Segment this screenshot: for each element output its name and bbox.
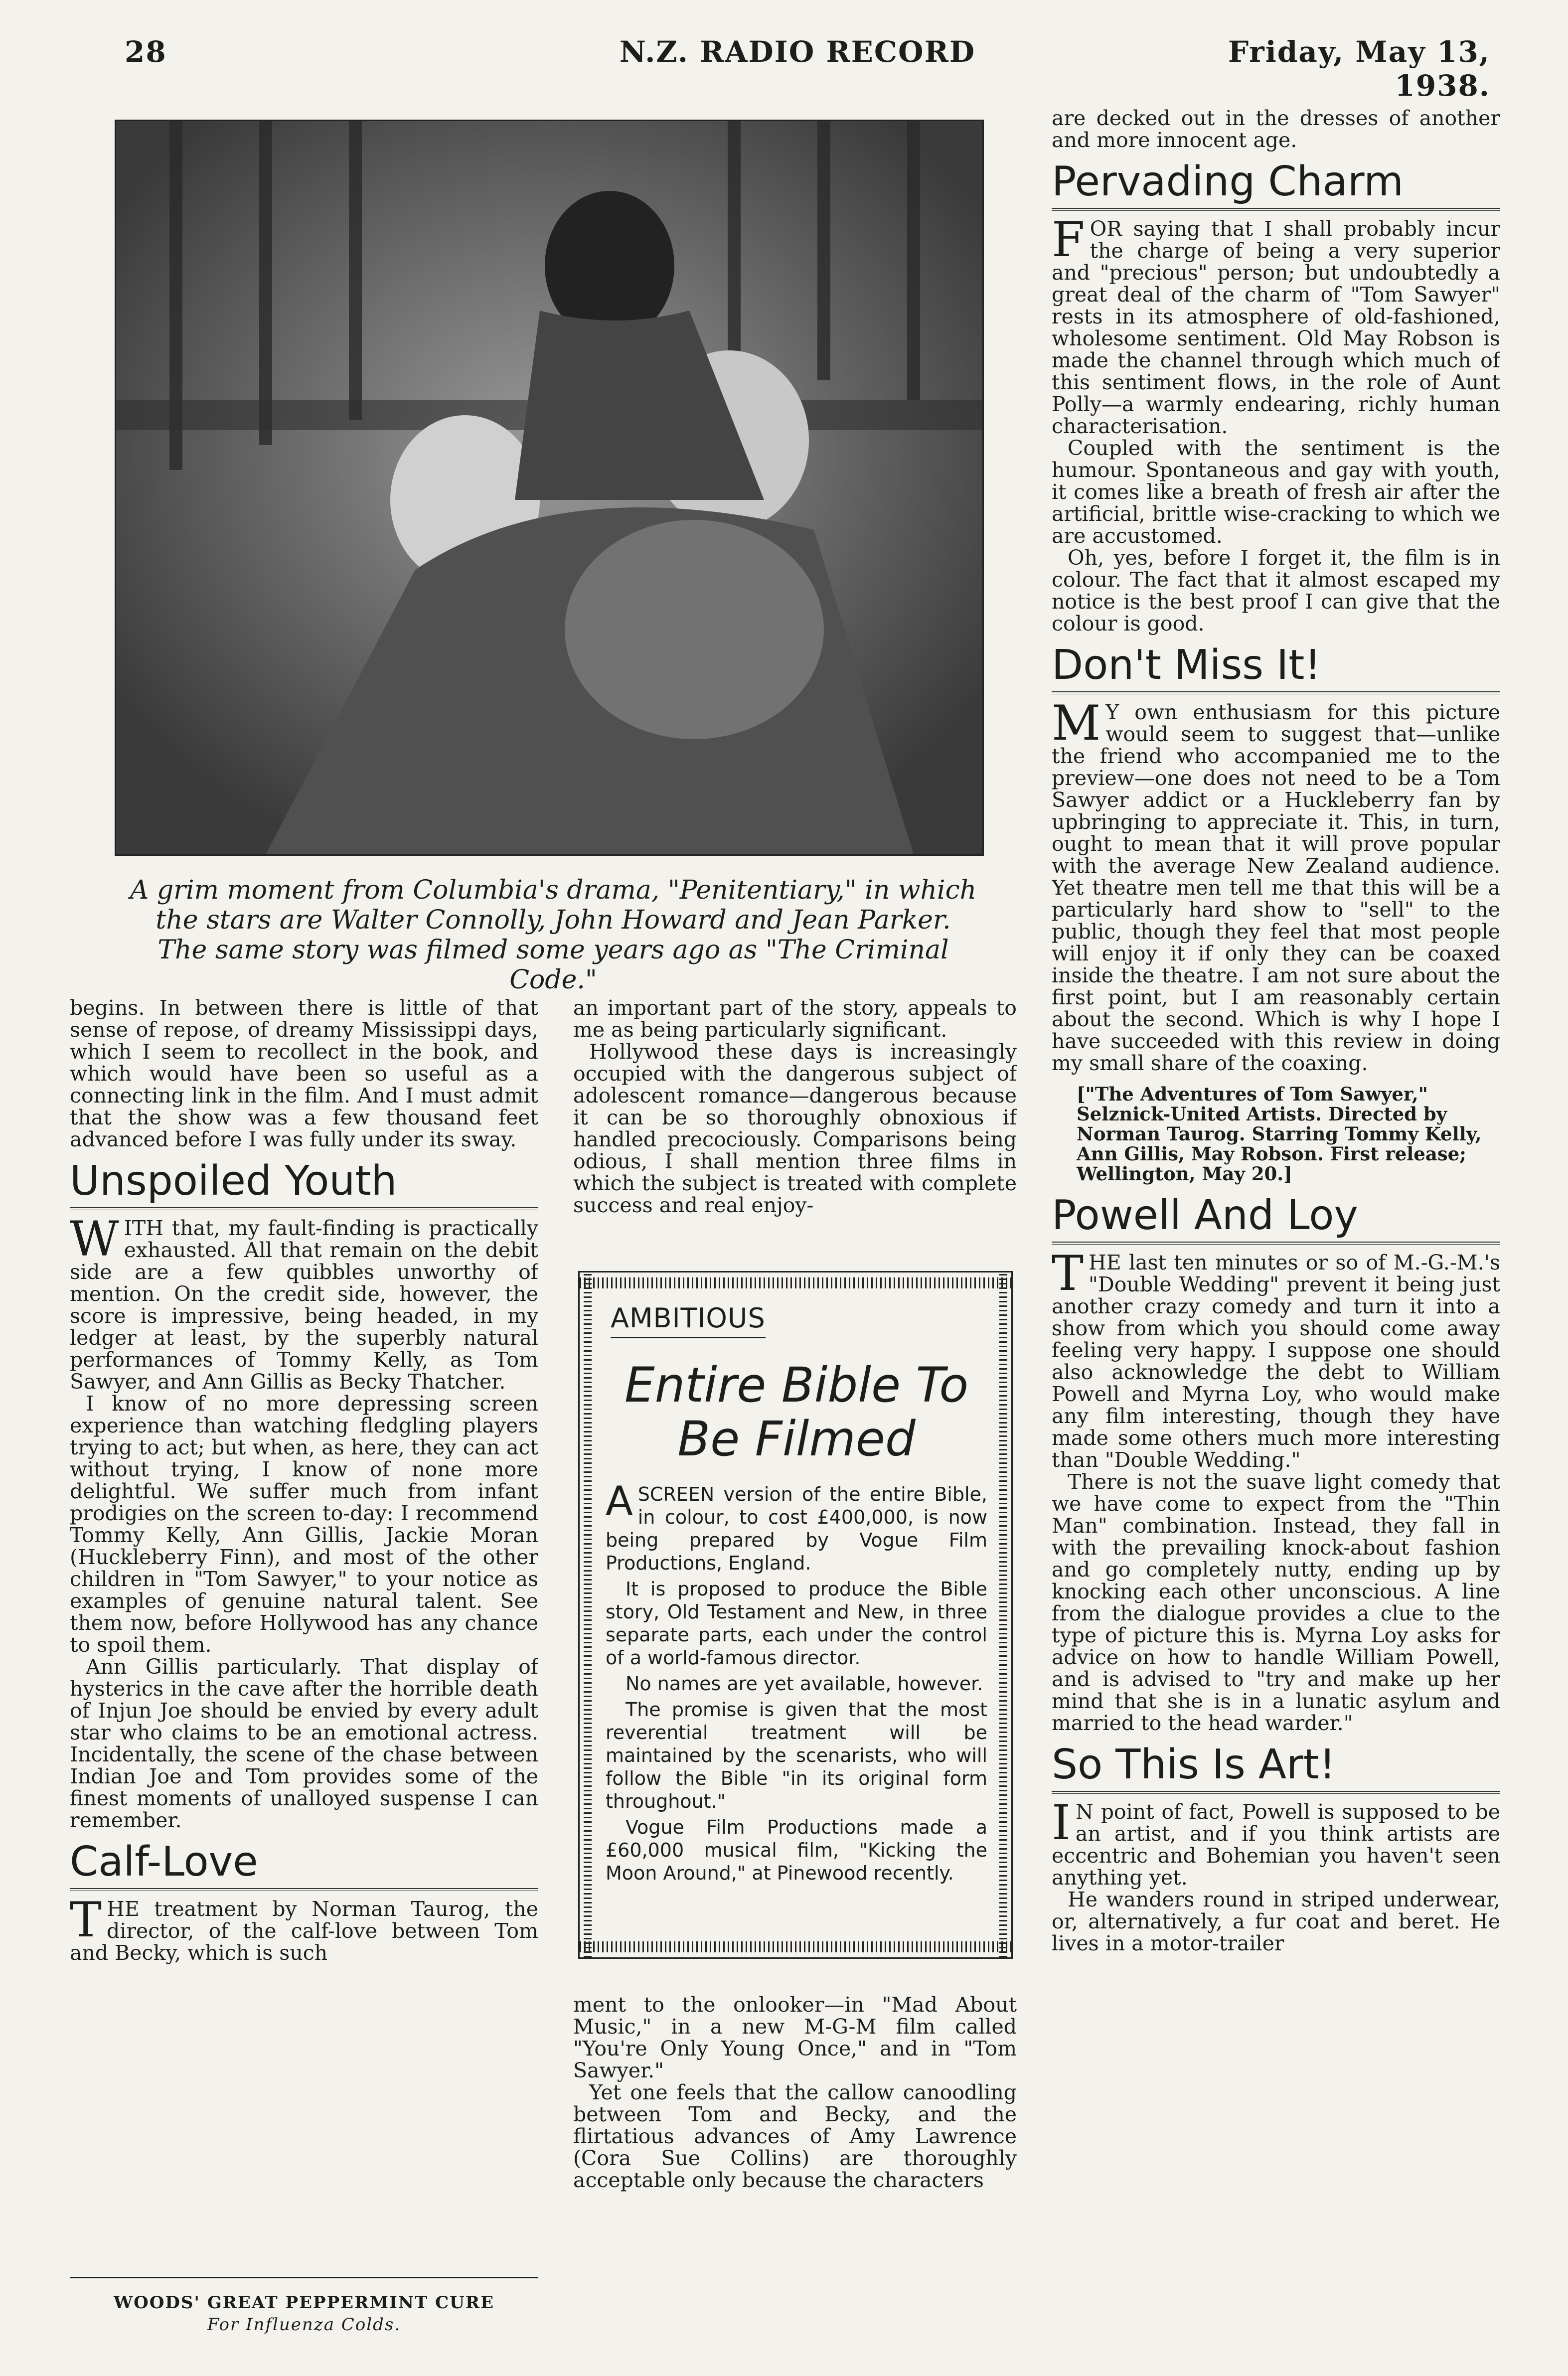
drop-cap: W	[70, 1211, 119, 1267]
drop-cap: A	[606, 1478, 633, 1524]
column-middle-bottom	[573, 1994, 1017, 2343]
publication-title: N.Z. RADIO RECORD	[619, 35, 976, 69]
box-paragraph-1	[606, 1478, 987, 1575]
paragraph-in-point	[1052, 1795, 1500, 1890]
heading-rule	[1052, 1242, 1500, 1245]
box-border-left	[584, 1272, 592, 1957]
paragraph-my-text: Y own enthusiasm for this picture would seem to suggest that—unlike the friend who accompanied me to the preview—one does not need to be a Tom Sawyer addict or a Huckleberry fan by upbringing to appreciate it. This, in turn, ought to mean that it will prove popular with the average New Zealand audience. Yet theatre men tell me that this will be a particularly hard show to "sell" to the public, though they feel that most people will enjoy it if only they can be coaxed inside the theatre. I am not sure about the first point, but I am reasonably certain about the second. Which is why I hope I have succeeded with this review in doing my small share of the coaxing.	[1052, 700, 1500, 1075]
paragraph-oh: Oh, yes, before I forget it, the film is in colour. The fact that it almost escaped my notice is the best proof I can give that the colour is good.	[1052, 546, 1500, 635]
photo-illustration	[116, 121, 982, 854]
paragraph-know: I know of no more depressing screen experience than watching fledgling players trying to act; but when, as here, they can act without trying, I know of none more delightful. We suffer much from infant prodigies on the screen to-day: I recommend Tommy Kelly, Ann Gillis, Jackie Moran (Huckleberry Finn), and most of the other children in "Tom Sawyer," to your notice as examples of genuine natural talent. See them now, before Hollywood has any chance to spoil them.	[70, 1392, 538, 1657]
paragraph-with	[70, 1211, 538, 1394]
paragraph-important: an important part of the story, appeals to me as being particularly significant.	[573, 997, 1017, 1042]
column-middle-top	[573, 997, 1017, 1261]
box-paragraph-4: The promise is given that the most reverential treatment will be maintained by the scenarists, who will follow the Bible "in its original form throughout."	[606, 1699, 987, 1812]
paragraph-ann: Ann Gillis particularly. That display of hysterics in the cave after the horrible death of Injun Joe should be envied by every adult star who claims to be an emotional actress. Incidentally, the scene of the chase between Indian Joe and Tom provides some of the finest moments of unalloyed suspense I can remember.	[70, 1655, 538, 1832]
paragraph-he: He wanders round in striped underwear, or, alternatively, a fur coat and beret. He lives in a motor-trailer	[1052, 1888, 1500, 1955]
box-paragraph-1-text: SCREEN version of the entire Bible, in colour, to cost £400,000, is now being prepared by Vogue Film Productions, England.	[606, 1483, 987, 1574]
heading-unspoiled-youth: Unspoiled Youth	[70, 1157, 397, 1205]
paragraph-last-ten-text: HE last ten minutes or so of M.-G.-M.'s "Double Wedding" prevent it being just another crazy comedy and turn it into a show from which you should come away feeling very happy. I suppose one should also acknowledge the debt to William Powell and Myrna Loy, who would make any film interesting, though they have made some others much more interesting than "Double Wedding."	[1052, 1251, 1500, 1472]
paragraph-hollywood: Hollywood these days is increasingly occupied with the dangerous subject of adolescent romance—dangerous because it can be so thoroughly obnoxious if handled precociously. Comparisons being odious, I shall mention three films in which the subject is treated with complete success and real enjoy-	[573, 1040, 1017, 1217]
paragraph-last-ten	[1052, 1246, 1500, 1472]
box-label: AMBITIOUS	[611, 1302, 766, 1338]
heading-rule	[1052, 208, 1500, 211]
paragraph-there: There is not the suave light comedy that we have come to expect from the "Thin Man" combination. Instead, they fall in with the prevailing knock-about fashion and go completely nutty, ending up by knocking each other unconscious. A line from the dialogue provides a clue to the type of picture this is. Myrna Loy asks for advice on how to handle William Powell, and is advised to "try and make up her mind that she is in a lunatic asylum and married to the head warder."	[1052, 1470, 1500, 1735]
advert-line-1: WOODS' GREAT PEPPERMINT CURE	[114, 2293, 494, 2313]
box-paragraph-5: Vogue Film Productions made a £60,000 musical film, "Kicking the Moon Around," at Pinewood recently.	[606, 1816, 987, 1884]
drop-cap: T	[70, 1892, 102, 1948]
drop-cap: I	[1052, 1795, 1071, 1851]
paragraph-begins: begins. In between there is little of that sense of repose, of dreamy Mississippi days, which I seem to recollect in the book, and which would have been so useful as a connecting link in the film. And I must admit that the show was a few thousand feet advanced before I was fully under its sway.	[70, 997, 538, 1151]
drop-cap: M	[1052, 695, 1101, 751]
paragraph-for	[1052, 212, 1500, 438]
paragraph-in-point-text: N point of fact, Powell is supposed to be an artist, and if you think artists are eccentric and Bohemian you haven't seen anything yet.	[1052, 1800, 1500, 1890]
column-left	[70, 997, 538, 2313]
paragraph-ment: ment to the onlooker—in "Mad About Music," in a new M-G-M film called "You're Only Young Once," and in "Tom Sawyer."	[573, 1994, 1017, 2082]
heading-dont-miss-it: Don't Miss It!	[1052, 641, 1321, 689]
box-title: Entire Bible To Be Filmed	[624, 1357, 969, 1467]
issue-date: Friday, May 13, 1938.	[1228, 35, 1490, 103]
paragraph-with-text: ITH that, my fault-finding is practically exhausted. All that remain on the debit side are a few quibbles unworthy of mention. On the credit side, however, the score is impressive, being headed, in my ledger at least, by the superbly natural performances of Tommy Kelly, as Tom Sawyer, and Ann Gillis as Becky Thatcher.	[70, 1216, 538, 1394]
box-border-right	[999, 1272, 1007, 1957]
drop-cap: F	[1052, 212, 1085, 268]
paragraph-for-text: OR saying that I shall probably incur the charge of being a very superior and "precious" person; but undoubtedly a great deal of the charm of "Tom Sawyer" rests in its atmosphere of old-fashioned, wholesome sentiment. Old May Robson is made the channel through which much of this sentiment flows, in the role of Aunt Polly—a warmly endearing, richly human characterisation.	[1052, 217, 1500, 438]
heading-so-this-is-art: So This Is Art!	[1052, 1741, 1336, 1788]
heading-pervading-charm: Pervading Charm	[1052, 158, 1404, 205]
heading-rule	[1052, 1791, 1500, 1794]
film-still-photo	[115, 120, 984, 856]
paragraph-the-treatment	[70, 1892, 538, 1965]
drop-cap: T	[1052, 1246, 1084, 1301]
film-credits: ["The Adventures of Tom Sawyer," Selznick-United Artists. Directed by Norman Taurog. Starring Tommy Kelly, Ann Gillis, May Robson. First release; Wellington, May 20.]	[1077, 1083, 1482, 1185]
paragraph-the-treatment-text: HE treatment by Norman Taurog, the director, of the calf-love between Tom and Becky, which is such	[70, 1897, 538, 1965]
heading-calf-love: Calf-Love	[70, 1838, 258, 1886]
advert-line-2: For Influenza Colds.	[207, 2315, 401, 2335]
paragraph-my	[1052, 695, 1500, 1075]
advert-rule	[70, 2277, 538, 2278]
heading-rule	[1052, 691, 1500, 694]
heading-powell-and-loy: Powell And Loy	[1052, 1192, 1358, 1239]
paragraph-yet: Yet one feels that the callow canoodling between Tom and Becky, and the flirtatious advances of Amy Lawrence (Cora Sue Collins) are thoroughly acceptable only because the characters	[573, 2080, 1017, 2192]
ambitious-sidebar-box	[578, 1271, 1013, 1959]
page-number: 28	[125, 35, 167, 69]
heading-rule	[70, 1207, 538, 1210]
column-right	[1052, 107, 1500, 2340]
paragraph-decked: are decked out in the dresses of another and more innocent age.	[1052, 107, 1500, 152]
box-paragraph-2: It is proposed to produce the Bible story, Old Testament and New, in three separate parts, each under the control of a world-famous director.	[606, 1578, 987, 1669]
photo-caption: A grim moment from Columbia's drama, "Penitentiary," in which the stars are Walter Connolly, John Howard and Jean Parker. The same story was filmed some years ago as "The Criminal Code."	[130, 875, 977, 995]
box-paragraph-3: No names are yet available, however.	[626, 1673, 983, 1695]
heading-rule	[70, 1888, 538, 1891]
paragraph-coupled: Coupled with the sentiment is the humour. Spontaneous and gay with youth, it comes like a breath of fresh air after the artificial, brittle wise-cracking to which we are accustomed.	[1052, 436, 1500, 548]
